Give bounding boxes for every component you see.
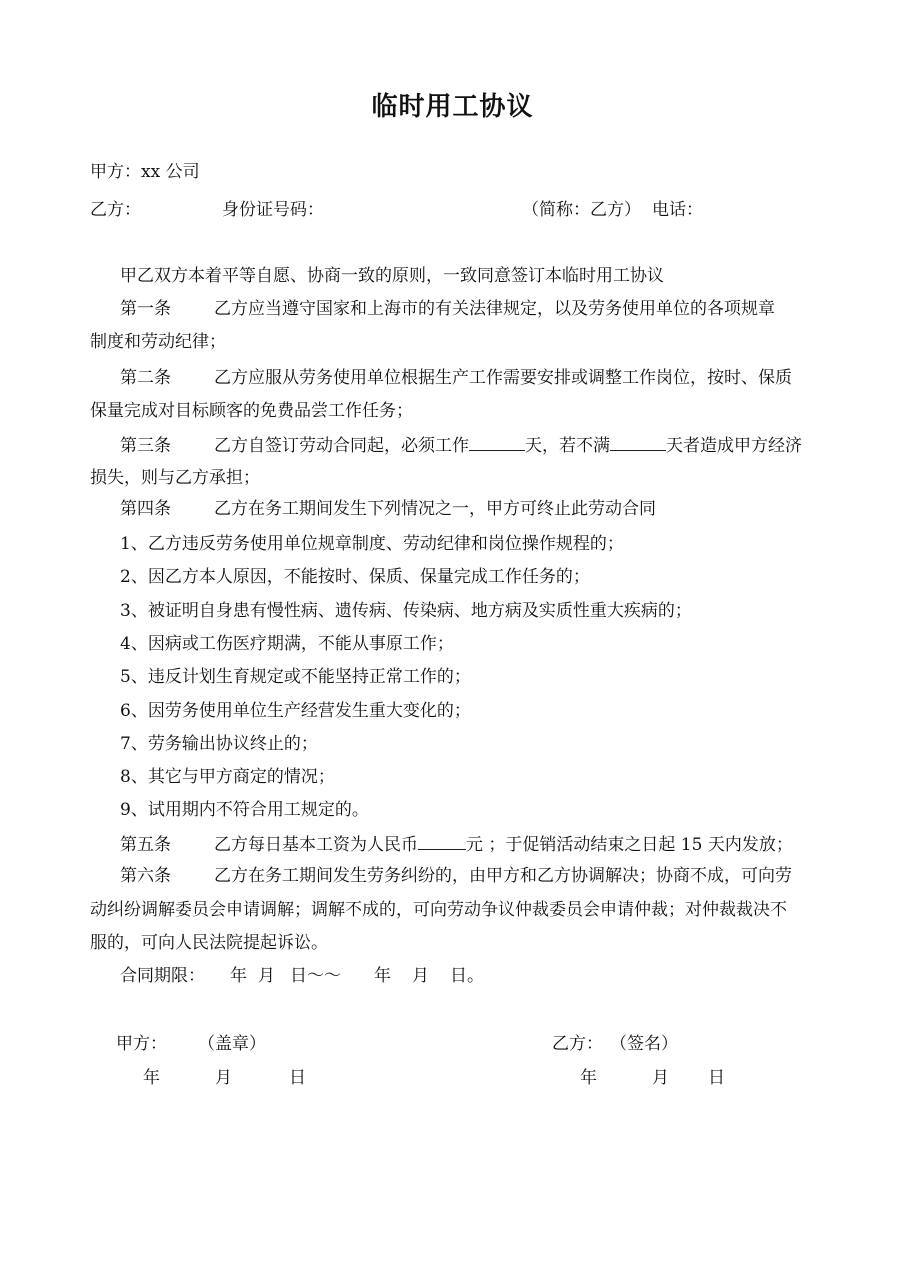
term-end-month: 月 [412, 966, 429, 986]
clause-6-text: 乙方在务工期间发生劳务纠纷的，由甲方和乙方协调解决；协商不成，可向劳 [214, 866, 792, 886]
party-a-line: 甲方：xx 公司 [90, 162, 200, 182]
id-number-label: 身份证号码： [222, 200, 324, 220]
list-item: 2、因乙方本人原因，不能按时、保质、保量完成工作任务的； [120, 567, 590, 587]
phone-label: 电话： [652, 200, 703, 220]
intro-paragraph: 甲乙双方本着平等自愿、协商一致的原则，一致同意签订本临时用工协议 [120, 266, 664, 286]
list-item: 7、劳务输出协议终止的； [120, 734, 318, 754]
clause-5-text-a: 乙方每日基本工资为人民币 [214, 835, 418, 855]
list-item: 6、因劳务使用单位生产经营发生重大变化的； [120, 701, 471, 721]
clause-4-text: 乙方在务工期间发生下列情况之一，甲方可终止此劳动合同 [214, 499, 656, 519]
clause-3-text-b: 天，若不满 [525, 436, 610, 456]
list-item: 3、被证明自身患有慢性病、遗传病、传染病、地方病及实质性重大疾病的； [120, 601, 692, 621]
list-item: 5、违反计划生育规定或不能坚持正常工作的； [120, 667, 471, 687]
list-item: 4、因病或工伤医疗期满，不能从事原工作； [120, 634, 454, 654]
clause-5-line-1 [120, 831, 793, 857]
clause-3-line-2: 损失，则与乙方承担； [90, 468, 260, 488]
clause-6-line-3: 服的，可向人民法院提起诉讼。 [90, 933, 328, 953]
list-item: 8、其它与甲方商定的情况； [120, 767, 335, 787]
clause-1-line-1 [120, 297, 775, 321]
signature-party-a-label: 甲方： [116, 1034, 167, 1054]
clause-1-heading: 第一条 [120, 299, 171, 319]
contract-term-label: 合同期限： [120, 966, 205, 986]
party-b-label: 乙方： [90, 200, 141, 220]
clause-2-text: 乙方应服从劳务使用单位根据生产工作需要安排或调整工作岗位，按时、保质 [214, 368, 792, 388]
party-a-seal-label: （盖章） [198, 1034, 266, 1054]
daily-wage-blank [418, 831, 466, 850]
term-end-day: 日。 [450, 966, 484, 986]
clause-2-line-2: 保量完成对目标顾客的免费品尝工作任务； [90, 401, 413, 421]
term-start-month: 月 [258, 966, 275, 986]
clause-6-line-1 [120, 864, 792, 888]
list-item: 1、乙方违反劳务使用单位规章制度、劳动纪律和岗位操作规程的； [120, 534, 624, 554]
shortfall-days-blank [610, 432, 666, 451]
clause-1-text: 乙方应当遵守国家和上海市的有关法律规定，以及劳务使用单位的各项规章 [214, 299, 775, 319]
clause-2-line-1 [120, 366, 792, 390]
document-title: 临时用工协议 [371, 92, 534, 122]
party-b-sign-year: 年 [580, 1068, 597, 1088]
party-a-sign-month: 月 [215, 1068, 232, 1088]
clause-1-line-2: 制度和劳动纪律； [90, 332, 226, 352]
clause-4-heading: 第四条 [120, 499, 171, 519]
clause-3-text-a: 乙方自签订劳动合同起，必须工作 [214, 436, 469, 456]
clause-4-line-1 [120, 497, 656, 521]
abbrev-label: （简称：乙方） [522, 200, 641, 220]
clause-3-text-c: 天者造成甲方经济 [666, 436, 802, 456]
clause-6-heading: 第六条 [120, 866, 171, 886]
party-b-sign-day: 日 [708, 1068, 725, 1088]
clause-3-line-1 [120, 432, 802, 458]
clause-2-heading: 第二条 [120, 368, 171, 388]
party-b-sign-label: （签名） [610, 1034, 678, 1054]
term-end-year: 年 [374, 966, 391, 986]
party-b-sign-month: 月 [652, 1068, 669, 1088]
list-item: 9、试用期内不符合用工规定的。 [120, 800, 369, 820]
party-a-sign-day: 日 [289, 1068, 306, 1088]
clause-5-text-b: 元 ；于促销活动结束之日起 15 天内发放； [466, 835, 793, 855]
clause-6-line-2: 动纠纷调解委员会申请调解；调解不成的，可向劳动争议仲裁委员会申请仲裁；对仲裁裁决不 [90, 900, 787, 920]
clause-5-heading: 第五条 [120, 835, 171, 855]
term-start-year: 年 [230, 966, 247, 986]
workdays-blank [469, 432, 525, 451]
clause-3-heading: 第三条 [120, 436, 171, 456]
signature-party-b-label: 乙方： [552, 1034, 603, 1054]
party-a-sign-year: 年 [143, 1068, 160, 1088]
term-start-day: 日～～ [290, 966, 341, 986]
